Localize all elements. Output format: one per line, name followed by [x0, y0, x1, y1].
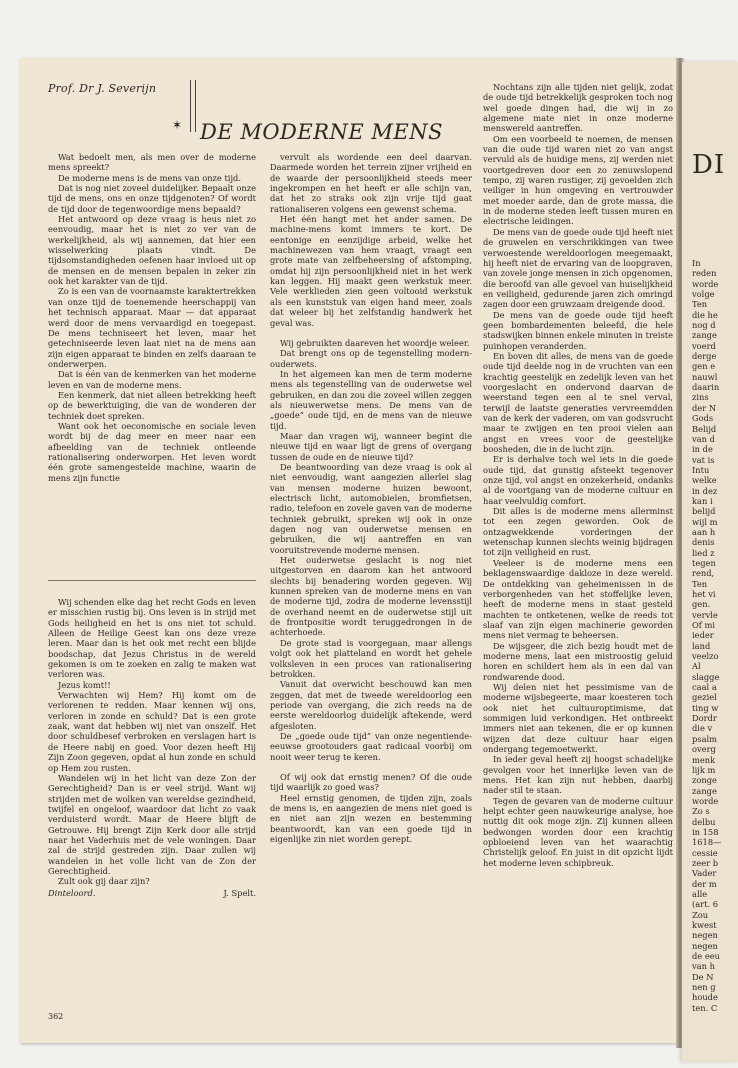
right-page-line: voerd — [692, 340, 716, 351]
paragraph — [270, 762, 472, 772]
paragraph: De mens van de goede oude tijd heeft niet de gruwelen en verschrikkingen van twee verwoestende wereldoorlogen meegemaakt, hij heeft niet de ervaring van de loopgraven, van zovele jonge mensen in zich opgenomen, die beroofd van alle gevoel van huiselijkheid en veiligheid, gedurende jaren zich omringd zagen door een gruwzaam dreigende dood. — [483, 226, 673, 310]
right-page-line: in dez — [692, 485, 718, 496]
right-page-line: welke — [692, 475, 717, 486]
right-page-line: de eeu — [692, 951, 721, 962]
right-page-line: Zou — [692, 909, 709, 920]
right-page-line: worde — [692, 795, 719, 806]
right-page-line: daarin — [692, 382, 720, 393]
paragraph: Dat is één van de kenmerken van het moderne leven en van de moderne mens. — [48, 369, 256, 390]
paragraph: De „goede oude tijd” van onze negentiende-eeuwse grootouders gaat radicaal voorbij om nooit weer terug te keren. — [270, 730, 472, 762]
right-page-line: ten. C — [692, 1002, 718, 1013]
right-page-line: alle — [692, 888, 708, 899]
right-page-line: Gods — [692, 413, 714, 424]
right-page-line: zeer b — [692, 857, 719, 868]
paragraph: Een kenmerk, dat niet alleen betrekking heeft op de bewerktuiging, die van de wonderen der techniek doet spreken. — [48, 389, 256, 421]
paragraph: Zult ook gij daar zijn? — [58, 876, 150, 887]
paragraph: Want ook het oeconomische en sociale leven wordt bij de dag meer en meer naar een afbeelding van de techniek ontleende rationalisering onderworpen. Het leven wordt één grote samengestelde machine, waarin de mens zijn functie — [48, 420, 256, 483]
right-page-line: kan i — [692, 495, 713, 506]
right-page-line: delbu — [692, 816, 716, 827]
star-ornament: ✶ — [172, 118, 183, 132]
right-page-line: overg — [692, 744, 716, 755]
right-page-line: cessie — [692, 847, 718, 858]
right-page-line: Zo s — [692, 806, 710, 817]
right-page-line: in 158 — [692, 826, 719, 837]
right-page-line: nauwl — [692, 371, 718, 382]
right-page-line: Belijd — [692, 423, 717, 434]
paragraph: Wij delen niet het pessimisme van de moderne wijsbegeerte, maar koesteren toch ook niet het cultuuroptimisme, dat sommigen luid verkondigen. Het ontbreekt immers niet aan tekenen, die er op kunnen wijzen dat deze cultuur haar eigen ondergang tegemoetwerkt. — [483, 681, 673, 754]
right-page-line: 1618— — [692, 837, 722, 848]
paragraph: In het algemeen kan men de term moderne mens als tegenstelling van de ouderwetse wel gebruiken, en dan zou die zoveel willen zeggen als nieuwerwetse mens. De mens van de „goede” oude tijd, en de mens van de nieuwe tijd. — [270, 368, 472, 431]
paragraph: Het één hangt met het ander samen. De machine-mens komt immers te kort. De eentonige en eenzijdige arbeid, welke het machinewezen van hem vraagt, vraagt een grote mate van zelfbeheersing of afstomping, omdat hij zijn persoonlijkheid niet in het werk kan leggen. Hij maakt geen werkstuk meer. Vele werklieden zien geen voltooid werkstuk als een kunststuk van eigen hand meer, zoals dat weleer bij het zelfstandig handwerk het geval was. — [270, 214, 472, 328]
right-page-line: In — [692, 258, 701, 268]
right-page-line: belijd — [692, 506, 716, 517]
paragraph: De wijsgeer, die zich bezig houdt met de moderne mens, laat een mistroostig geluid horen en schildert hem als in een dal van rondwarende dood. — [483, 640, 673, 682]
paragraph: Het antwoord op deze vraag is heus niet zo eenvoudig, maar het is niet zo ver van de werkelijkheid, als wij aannemen, dat hier een wisselwerking plaats vindt. De tijdsomstandigheden oefenen haar invloed uit op de mensen en de mensen bepalen in zeker zin ook het karakter van de tijd. — [48, 214, 256, 287]
paragraph: Om een voorbeeld te noemen, de mensen van die oude tijd waren niet zo van angst vervuld als de huidige mens, zij werden niet voortgedreven door een zo zenuwslopend tempo, zij waren rustiger, zij gevoelden zich veiliger in hun omgeving en vertrouwder met moeder aarde, dan de grote massa, die in de moderne steden leeft tussen muren en electrische leidingen. — [483, 133, 673, 227]
right-page-line: het vi — [692, 589, 716, 599]
right-page-line: De N — [692, 971, 714, 982]
right-page-line: negen — [692, 940, 718, 951]
right-page-line: zins — [692, 392, 709, 403]
right-page-line: geziel — [692, 692, 717, 703]
right-page-line: die he — [692, 309, 718, 320]
paragraph: Zo is een van de voornaamste karaktertrekken van onze tijd de toenemende heerschappij van het technisch apparaat. Maar — dat apparaat werd door de mens vervaardigd en toegepast. De mens techniseert het leven, maar het getechniseerde leven laat niet na de mens aan zijn eigen apparaat te binden en zelfs daaraan te onderwerpen. — [48, 286, 256, 369]
column-3 — [483, 82, 673, 868]
right-page-line: nen g — [692, 982, 716, 993]
column-2 — [270, 152, 472, 844]
column-separator — [48, 580, 256, 581]
signature-place: Dinteloord. — [48, 887, 96, 898]
right-page-line: wijl m — [692, 516, 718, 527]
right-page-line: van d — [692, 433, 715, 444]
right-page-line: land — [692, 640, 711, 651]
right-page-line: Ten — [692, 578, 708, 589]
right-page-column — [692, 258, 738, 1013]
author-byline: Prof. Dr J. Severijn — [48, 82, 157, 95]
right-page-line: der m — [692, 878, 717, 889]
right-page-line: tegen — [692, 557, 716, 568]
signature-name: J. Spelt. — [223, 887, 256, 898]
paragraph: Of wij ook dat ernstig menen? Of die oude tijd waarlijk zo goed was? — [270, 771, 472, 793]
title-rule — [190, 80, 196, 132]
right-page-line: nog d — [692, 320, 716, 331]
paragraph: Nochtans zijn alle tijden niet gelijk, zodat de oude tijd betrekkelijk gesproken toch nog wel goede dingen had, die wij in zo algemene mate niet in onze moderne menswereld aantreffen. — [483, 82, 673, 134]
right-page-title: DI — [692, 150, 726, 180]
page-number: 362 — [48, 1012, 64, 1021]
right-page-line: ieder — [692, 630, 714, 641]
right-page-line: vat is — [692, 454, 715, 465]
right-page-line: die v — [692, 723, 713, 734]
signature — [48, 888, 256, 898]
paragraph: vervult als wordende een deel daarvan. Daarmede worden het terrein zijner vrijheid en de waarde der persoonlijkheid steeds meer ingekrompen en het heeft er alle schijn van, dat het zo straks ook zijn vrije tijd gaat rationaliseren volgens een gewenst schema. — [270, 152, 472, 214]
right-page-line: negen — [692, 930, 718, 941]
paragraph: De mens van de goede oude tijd heeft geen bombardementen beleefd, die hele stadswijken binnen enkele minuten in treiste puinhopen veranderden. — [483, 309, 673, 351]
right-page-line: houde — [692, 992, 718, 1003]
column-1 — [48, 152, 256, 483]
paragraph: Jezus komt!! — [58, 679, 111, 690]
article-title: DE MODERNE MENS — [200, 120, 444, 145]
right-page-line: der N — [692, 402, 717, 413]
right-page-line: rend, — [692, 568, 715, 579]
paragraph: Wij gebruikten daareven het woordje weleer. — [280, 337, 470, 348]
right-page-line: volge — [692, 289, 715, 300]
paragraph: In ieder geval heeft zij hoogst schadelijke gevolgen voor het innerlijke leven van de mens. Het kan zijn nut hebben, daarbij nader stil te staan. — [483, 754, 673, 796]
paragraph: Er is derhalve toch wel iets in die goede oude tijd, dat gunstig afsteekt tegenover onze tijd, vol angst en onzekerheid, ondanks al de voortgang van de moderne cultuur en haar veelvuldig comfort. — [483, 454, 673, 506]
right-page-line: Al — [692, 661, 701, 672]
right-page-line: menk — [692, 754, 716, 765]
right-page-line: caal a — [692, 682, 717, 693]
paragraph: Maar dan vragen wij, wanneer begint die nieuwe tijd en waar ligt de grens of overgang tussen de oude en de nieuwe tijd? — [270, 430, 472, 462]
paragraph: De moderne mens is de mens van onze tijd. — [58, 172, 241, 183]
right-page-line: Intu — [692, 464, 710, 475]
paragraph: Heel ernstig genomen, de tijden zijn, zoals de mens is, en aangezien de mens niet goed is en niet aan zijn wezen en bestemming beantwoordt, kan van een goede tijd in eigenlijke zin niet worden gerept. — [270, 792, 472, 844]
right-page-line: zonge — [692, 775, 717, 786]
paragraph: En boven dit alles, de mens van de goede oude tijd deelde nog in de vruchten van een krachtig geestelijk en zedelijk leven van het voorgeslacht en ondervond daarvan de weerstand tegen een al te snel verval, terwijl de laatste generaties vervreemdden van de kerk der vaderen, om van godsvrucht maar te zwijgen en ten prooi vielen aan angst en vrees voor de geestelijke boosheden, die in de lucht zijn. — [483, 350, 673, 455]
paragraph: Dit alles is de moderne mens allerminst tot een zegen geworden. Ook de ontzagwekkende vorderingen der wetenschap kunnen slechts weinig bijdragen tot zijn veiligheid en rust. — [483, 506, 673, 558]
column-1-sermon — [48, 597, 256, 898]
right-page-line: ting w — [692, 702, 719, 713]
paragraph: Dat is nog niet zoveel duidelijker. Bepaalt onze tijd de mens, ons en onze tijdgenoten? Of wordt de tijd door de tegenwoordige mens bepaald? — [48, 183, 256, 214]
paragraph: Wij schenden elke dag het recht Gods en leven er misschien rustig bij. Ons leven is in strijd met Gods heiligheid en het is ons niet tot schuld. Alleen de Heilige Geest kan ons deze vreze leren. Maar dan is het ook met recht een blijde boodschap, dat Jezus Christus in de wereld gekomen is om te zoeken en zalig te maken wat verloren was. — [48, 597, 256, 680]
right-page-line: aan h — [692, 526, 716, 537]
right-page-line: lied z — [692, 547, 715, 558]
paragraph: Verwachten wij Hem? Hij komt om de verlorenen te redden. Maar kennen wij ons, verloren in zonde en schuld? Dat is een grote zaak, want dat hebben wij niet van onszelf. Het door schuldbesef verbroken en verslagen hart is de Heere nabij en goed. Voor dezen heeft Hij Zijn Zoon gegeven, opdat al hun zonde en schuld op Hem zou rusten. — [48, 690, 256, 773]
right-page-line: gen. — [692, 599, 711, 610]
paragraph: Tegen de gevaren van de moderne cultuur helpt echter geen nauwkeurige analyse, hoe nuttig dit ook moge zijn. Zij kunnen alleen bedwongen worden door een krachtig opbloeiend leven van het waarachtig Christelijk geloof. En juist in dit opzicht lijdt het moderne leven schipbreuk. — [483, 795, 673, 868]
right-page-line: van h — [692, 961, 715, 972]
right-page-line: Dordr — [692, 713, 717, 724]
right-page-line: Ten — [692, 299, 708, 310]
paragraph — [270, 328, 472, 338]
right-page-line: derge — [692, 351, 717, 362]
paragraph: Veeleer is de moderne mens een beklagenswaardige dakloze in deze wereld. De ontdekking van geheimenissen in de verborgenheden van het stoffelijke leven, heeft de moderne mens in staat gesteld machten te ontketenen, welke de reeds tot slaaf van zijn eigen machinerie geworden mens niet vermag te beheersen. — [483, 557, 673, 641]
paragraph: De beantwoording van deze vraag is ook al niet eenvoudig, want aangezien allerlei slag van mensen moderne huizen bewoont, electrisch licht, automobielen, bromfietsen, radio, telefoon en zovele gaven van de moderne techniek gebruikt, spreken wij ook in onze dagen nog van ouderwetse mensen en gebruiken, die wij aantreffen en van vooruitstrevende moderne mensen. — [270, 461, 472, 555]
right-page-line: in de — [692, 444, 713, 455]
right-page-line: gen e — [692, 361, 716, 372]
paragraph: Vanuit dat overwicht beschouwd kan men zeggen, dat met de tweede wereldoorlog een periode van overgang, die zich reeds na de eerste wereldoorlog duidelijk aftekende, werd afgesloten. — [270, 679, 472, 731]
right-page-line: denis — [692, 537, 715, 548]
right-page-line: zange — [692, 785, 717, 796]
right-page-line: worde — [692, 278, 719, 289]
paragraph: Het ouderwetse geslacht is nog niet uitgestorven en daarom kan het antwoord slechts bij benadering worden gegeven. Wij kunnen spreken van de moderne mens en van de moderne tijd, zodra de moderne levensstijl de overhand neemt en de ouderwetse stijl uit de frontpositie wordt teruggedrongen in de achterhoede. — [270, 555, 472, 638]
right-page-line: kwest — [692, 920, 717, 930]
right-page-line: zange — [692, 330, 717, 341]
right-page-line: Of mi — [692, 620, 716, 631]
right-page — [682, 62, 738, 1062]
right-page-line: veelzo — [692, 651, 719, 662]
right-page-line: slagge — [692, 671, 720, 682]
paragraph: Dat brengt ons op de tegenstelling modern-ouderwets. — [270, 348, 472, 369]
right-page-line: vervle — [692, 609, 718, 620]
right-page-line: (art. 6 — [692, 899, 719, 910]
paragraph: De grote stad is voorgegaan, maar allengs volgt ook het platteland en wordt het gehele volksleven in een proces van rationalisering betrokken. — [270, 637, 472, 679]
right-page-line: Vader — [692, 868, 717, 879]
right-page-line: lijk m — [692, 764, 716, 775]
paragraph: Wat bedoelt men, als men over de moderne mens spreekt? — [48, 152, 256, 173]
right-page-line: psalm — [692, 733, 718, 744]
right-page-line: reden — [692, 268, 717, 279]
paragraph: Wandelen wij in het licht van deze Zon der Gerechtigheid? Dan is er veel strijd. Want wij strijden met de wolken van wereldse gezindheid, twijfel en ongeloof, waardoor dat licht zo vaak verduisterd wordt. Maar de Heere blijft de Getrouwe. Hij brengt Zijn Kerk door alle strijd naar het Vaderhuis met de vele woningen. Daar zal de strijd gestreden zijn. Daar zullen wij wandelen in het volle licht van de Zon der Gerechtigheid. — [48, 772, 256, 876]
